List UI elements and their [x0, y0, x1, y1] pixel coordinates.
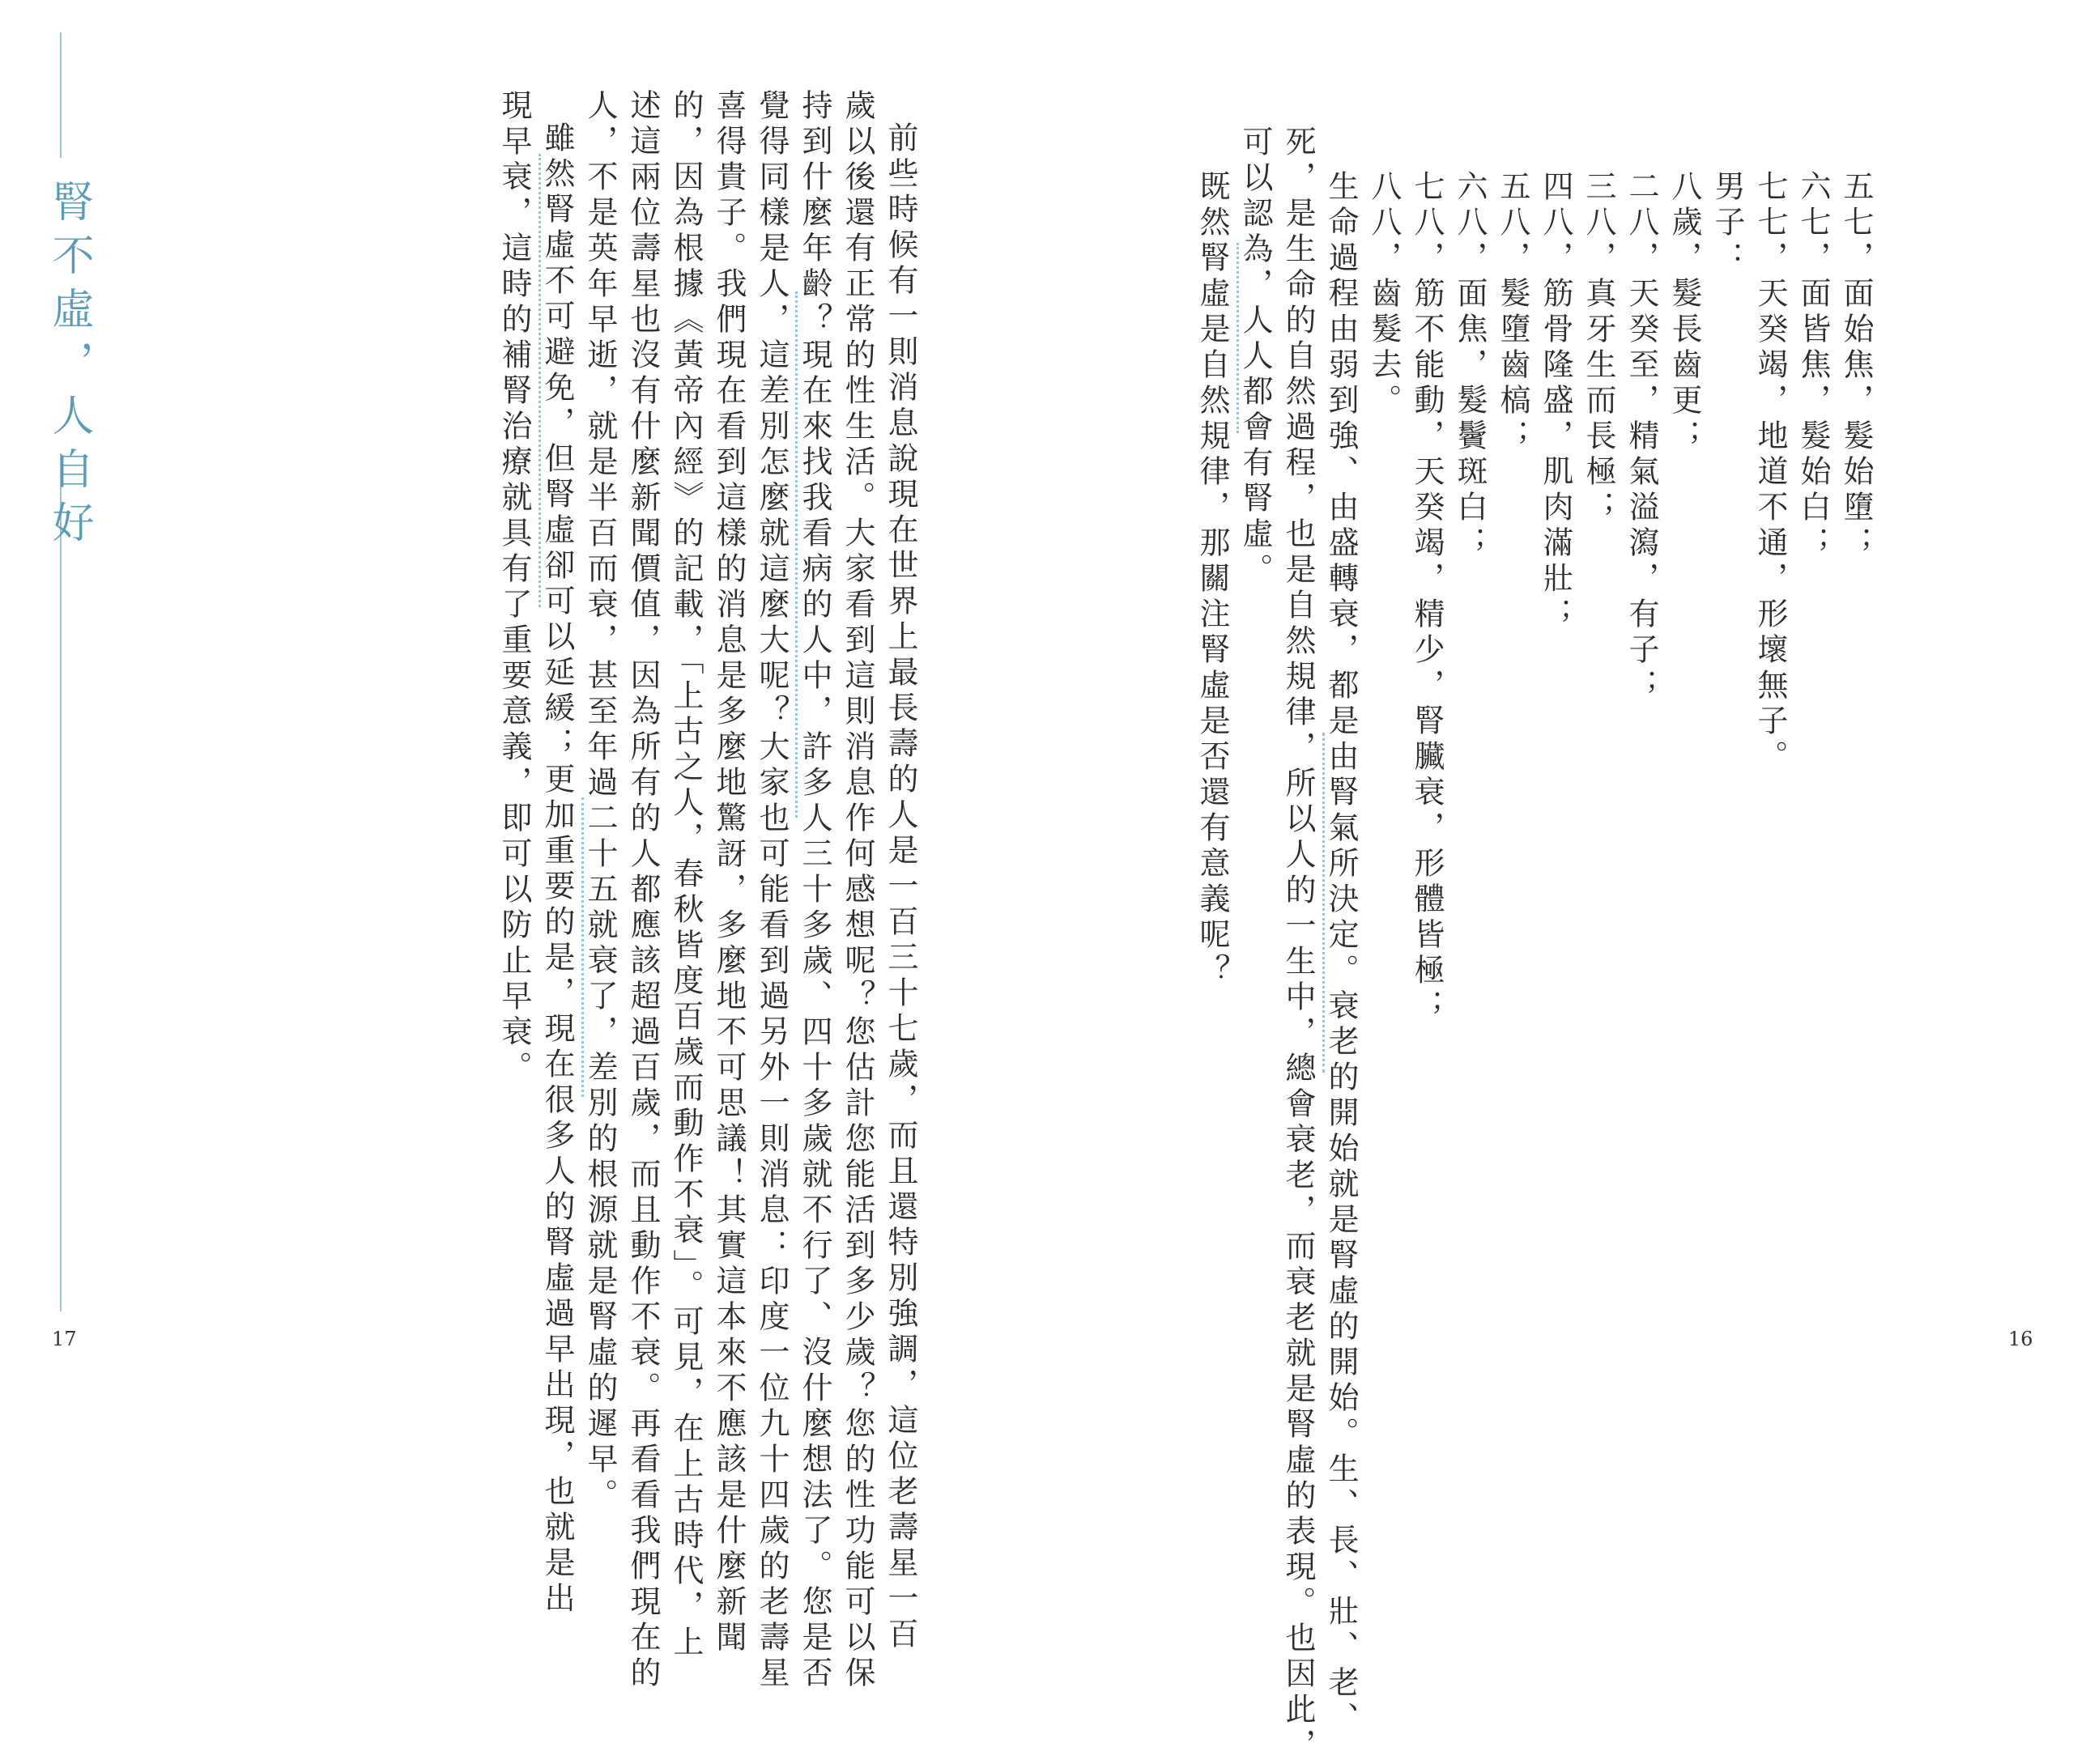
left-text-line: 前些時候有一則消息說現在世界上最長壽的人是一百三十七歲，而且還特別強調，這位老壽星一百 — [883, 121, 918, 1653]
page-number-right: 16 — [2008, 1328, 2033, 1350]
right-text-line: 可以認為，人人都會有腎虛。 — [1237, 125, 1273, 589]
left-text-line: 述這兩位壽星也沒有什麼新聞價值，因為所有的人都應該超過百歲，而且動作不衰。再看看我們現在的 — [625, 89, 661, 1692]
right-text-line: 二八，天癸至，精氣溢瀉，有子； — [1624, 170, 1659, 704]
left-text-line: 持到什麼年齡？現在來找我看病的人中，許多人三十多歲、四十多歲就不行了、沒什麼想法了。您是否 — [797, 89, 832, 1692]
right-text-line: 生命過程由弱到強、由盛轉衰，都是由腎氣所決定。衰老的開始就是腎虛的開始。生、長、壯、老、 — [1323, 170, 1359, 1737]
right-text-line: 八八，齒髮去。 — [1366, 170, 1402, 419]
right-text-line: 六八，面焦，髮鬢斑白； — [1452, 170, 1488, 562]
side-rule-bottom — [60, 453, 62, 1311]
left-text-line: 覺得同樣是人，這差別怎麼就這麼大呢？大家也可能看到過另外一則消息：印度一位九十四歲的老壽星 — [754, 89, 790, 1692]
right-text-line: 四八，筋骨隆盛，肌肉滿壯； — [1538, 170, 1573, 633]
highlight-mark — [1237, 243, 1242, 433]
right-text-line: 男子： — [1709, 170, 1745, 277]
right-text-line: 三八，真牙生而長極； — [1581, 170, 1616, 526]
highlight-mark — [581, 797, 587, 1097]
left-text-line: 的，因為根據《黃帝內經》的記載，「上古之人，春秋皆度百歲而動作不衰」。可見，在上古時代，上 — [668, 89, 704, 1661]
highlight-mark — [538, 154, 544, 607]
right-text-line: 五七，面始焦，髮始墮； — [1838, 170, 1874, 562]
side-rule-top — [60, 32, 62, 158]
right-text-line: 八歲，髮長齒更； — [1666, 170, 1702, 455]
left-text-line: 歲以後還有正常的性生活。大家看到這則消息作何感想呢？您估計您能活到多少歲？您的性功能可以保 — [840, 89, 875, 1692]
right-text-line: 七八，筋不能動，天癸竭，精少，腎臟衰，形體皆極； — [1409, 170, 1445, 1025]
page-number-left: 17 — [52, 1328, 77, 1350]
left-text-line: 喜得貴子。我們現在看到這樣的消息是多麼地驚訝，多麼地不可思議！其實這本來不應該是什麼新聞 — [711, 89, 747, 1656]
right-text-line: 死，是生命的自然過程，也是自然規律，所以人的一生中，總會衰老，而衰老就是腎虛的表現。也因此， — [1280, 125, 1316, 1764]
left-text-line: 人，不是英年早逝，就是半百而衰，甚至年過二十五就衰了，差別的根源就是腎虛的遲早。 — [582, 89, 618, 1514]
right-text-line: 既然腎虛是自然規律，那關注腎虛是否還有意義呢？ — [1194, 170, 1230, 989]
chapter-side-title: 腎不虛，人自好 — [45, 180, 93, 554]
right-text-line: 五八，髮墮齒槁； — [1495, 170, 1530, 455]
left-text-line: 現早衰，這時的補腎治療就具有了重要意義，即可以防止早衰。 — [496, 89, 532, 1086]
right-text-line: 六七，面皆焦，髮始白； — [1795, 170, 1831, 562]
right-text-line: 七七，天癸竭，地道不通，形壞無子。 — [1752, 170, 1788, 776]
left-text-line: 雖然腎虛不可避免，但腎虛卻可以延緩；更加重要的是，現在很多人的腎虛過早出現，也就是出 — [539, 121, 575, 1617]
highlight-mark — [1322, 733, 1328, 1073]
highlight-mark — [795, 291, 801, 818]
